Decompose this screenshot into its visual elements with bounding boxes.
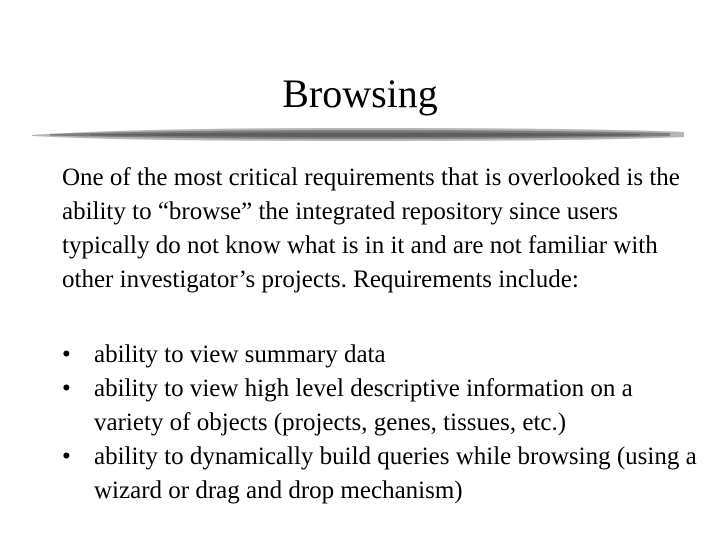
- bullet-icon: •: [62, 375, 71, 402]
- list-item: [62, 440, 702, 508]
- list-item-text: ability to view high level descriptive information on a variety of objects (projects, genes, tissues, etc.): [94, 375, 633, 436]
- bullet-icon: •: [62, 443, 71, 470]
- list-item-text: ability to dynamically build queries while browsing (using a wizard or drag and drop mechanism): [94, 443, 697, 504]
- list-item-text: ability to view summary data: [94, 341, 386, 368]
- list-item: [62, 372, 702, 440]
- intro-paragraph: One of the most critical requirements that is overlooked is the ability to “browse” the integrated repository since users typically do not know what is in it and are not familiar with other investigator’s projects. Requirements include:: [62, 164, 680, 293]
- requirements-list: [62, 338, 702, 508]
- slide-title: Browsing: [282, 71, 438, 116]
- title-divider: [30, 120, 686, 150]
- bullet-icon: •: [62, 341, 71, 368]
- list-item: [62, 338, 702, 372]
